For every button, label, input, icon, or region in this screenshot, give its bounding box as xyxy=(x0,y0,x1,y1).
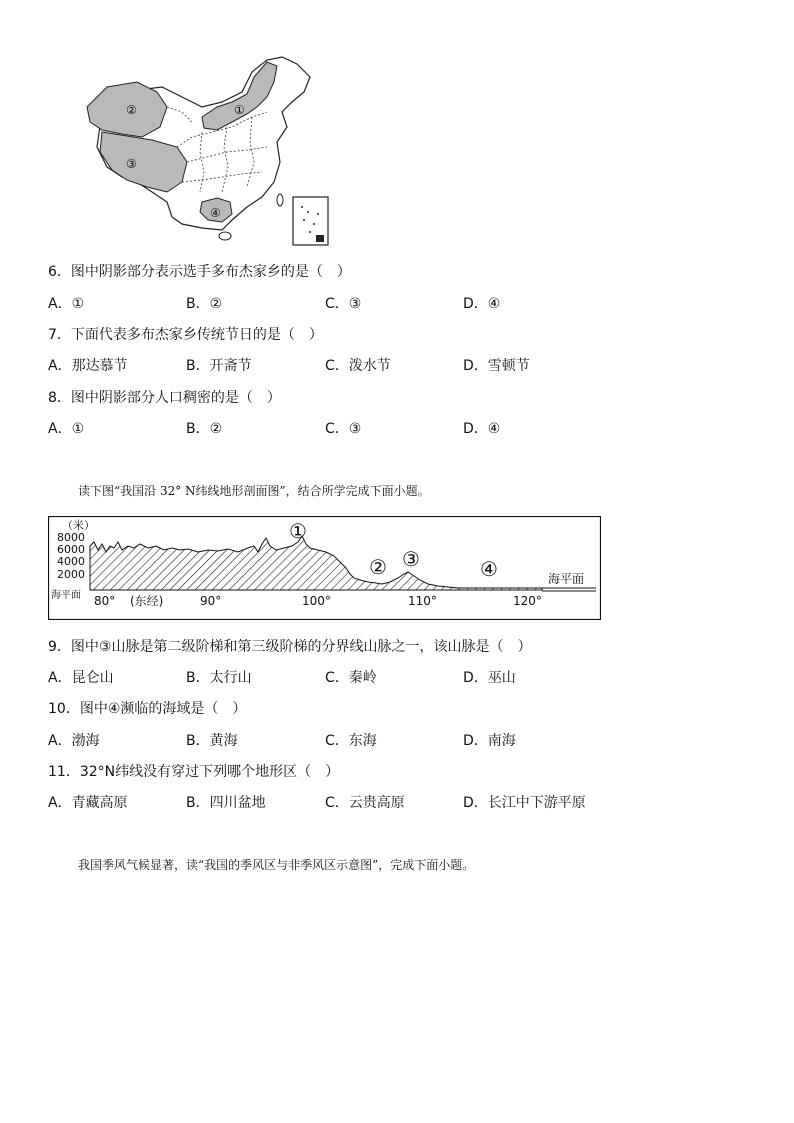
y-tick-8000: 8000 xyxy=(57,531,85,544)
x-tick-90: 90° xyxy=(200,594,222,608)
q10-option-a[interactable]: A．渤海 xyxy=(48,733,100,749)
question-text: 下面代表多布杰家乡传统节日的是（ ） xyxy=(70,327,323,343)
x-tick-110: 110° xyxy=(408,594,437,608)
question-6 xyxy=(48,262,351,282)
q11-option-b[interactable]: B．四川盆地 xyxy=(186,795,266,811)
q10-option-d[interactable]: D．南海 xyxy=(463,733,516,749)
y-tick-6000: 6000 xyxy=(57,543,85,556)
question-number: 6． xyxy=(48,264,71,280)
china-map-svg xyxy=(82,52,337,250)
q6-option-a[interactable]: A．① xyxy=(48,296,85,312)
q6-option-b[interactable]: B．② xyxy=(186,296,223,312)
question-text: 图中阴影部分表示选手多布杰家乡的是（ ） xyxy=(70,264,351,280)
q9-option-b[interactable]: B．太行山 xyxy=(186,670,252,686)
q7-option-c[interactable]: C．泼水节 xyxy=(325,358,391,374)
profile-marker-3: ③ xyxy=(402,547,420,571)
profile-marker-2: ② xyxy=(369,555,387,579)
sea-level-left: 海平面 xyxy=(51,590,81,601)
terrain-profile xyxy=(48,516,601,620)
question-10 xyxy=(48,699,246,719)
q7-option-a[interactable]: A．那达慕节 xyxy=(48,358,128,374)
q10-option-c[interactable]: C．东海 xyxy=(325,733,377,749)
sea-level-right: 海平面 xyxy=(548,572,585,586)
x-tick-120: 120° xyxy=(513,594,542,608)
question-number: 10． xyxy=(48,701,80,717)
q8-option-b[interactable]: B．② xyxy=(186,421,223,437)
x-tick-east-longitude: (东经) xyxy=(130,594,164,608)
map-marker-2: ② xyxy=(126,103,137,117)
map-marker-1: ① xyxy=(234,103,245,117)
q6-option-d[interactable]: D．④ xyxy=(463,296,501,312)
q6-option-c[interactable]: C．③ xyxy=(325,296,362,312)
q11-option-c[interactable]: C．云贵高原 xyxy=(325,795,405,811)
y-tick-4000: 4000 xyxy=(57,555,85,568)
china-map xyxy=(82,52,337,250)
q11-option-a[interactable]: A．青藏高原 xyxy=(48,795,128,811)
profile-unit: （米） xyxy=(62,519,95,532)
question-11 xyxy=(48,762,339,782)
x-tick-100: 100° xyxy=(302,594,331,608)
map-marker-3: ③ xyxy=(126,157,137,171)
profile-marker-1: ① xyxy=(289,519,307,543)
intro-monsoon: 我国季风气候显著，读“我国的季风区与非季风区示意图”，完成下面小题。 xyxy=(78,858,475,872)
q7-option-b[interactable]: B．开斋节 xyxy=(186,358,252,374)
x-tick-80: 80° xyxy=(94,594,116,608)
question-8 xyxy=(48,388,281,408)
intro-profile: 读下图“我国沿 32° N纬线地形剖面图”，结合所学完成下面小题。 xyxy=(78,484,430,498)
question-number: 9． xyxy=(48,639,71,655)
profile-marker-4: ④ xyxy=(480,557,498,581)
question-number: 8． xyxy=(48,390,71,406)
question-text: 图中阴影部分人口稠密的是（ ） xyxy=(70,390,281,406)
q8-option-a[interactable]: A．① xyxy=(48,421,85,437)
q8-option-c[interactable]: C．③ xyxy=(325,421,362,437)
question-text: 图中④濒临的海域是（ ） xyxy=(79,701,247,717)
q10-option-b[interactable]: B．黄海 xyxy=(186,733,238,749)
q11-option-d[interactable]: D．长江中下游平原 xyxy=(463,795,586,811)
question-text: 图中③山脉是第二级阶梯和第三级阶梯的分界线山脉之一，该山脉是（ ） xyxy=(70,639,532,655)
q9-option-c[interactable]: C．秦岭 xyxy=(325,670,377,686)
question-number: 7． xyxy=(48,327,71,343)
terrain-profile-svg xyxy=(48,516,601,620)
question-7 xyxy=(48,325,323,345)
q7-option-d[interactable]: D．雪顿节 xyxy=(463,358,530,374)
q8-option-d[interactable]: D．④ xyxy=(463,421,501,437)
map-marker-4: ④ xyxy=(210,206,221,220)
question-number: 11． xyxy=(48,764,80,780)
y-tick-2000: 2000 xyxy=(57,568,85,581)
q9-option-a[interactable]: A．昆仑山 xyxy=(48,670,114,686)
question-9 xyxy=(48,637,531,657)
question-text: 32°N纬线没有穿过下列哪个地形区（ ） xyxy=(79,764,340,780)
q9-option-d[interactable]: D．巫山 xyxy=(463,670,516,686)
